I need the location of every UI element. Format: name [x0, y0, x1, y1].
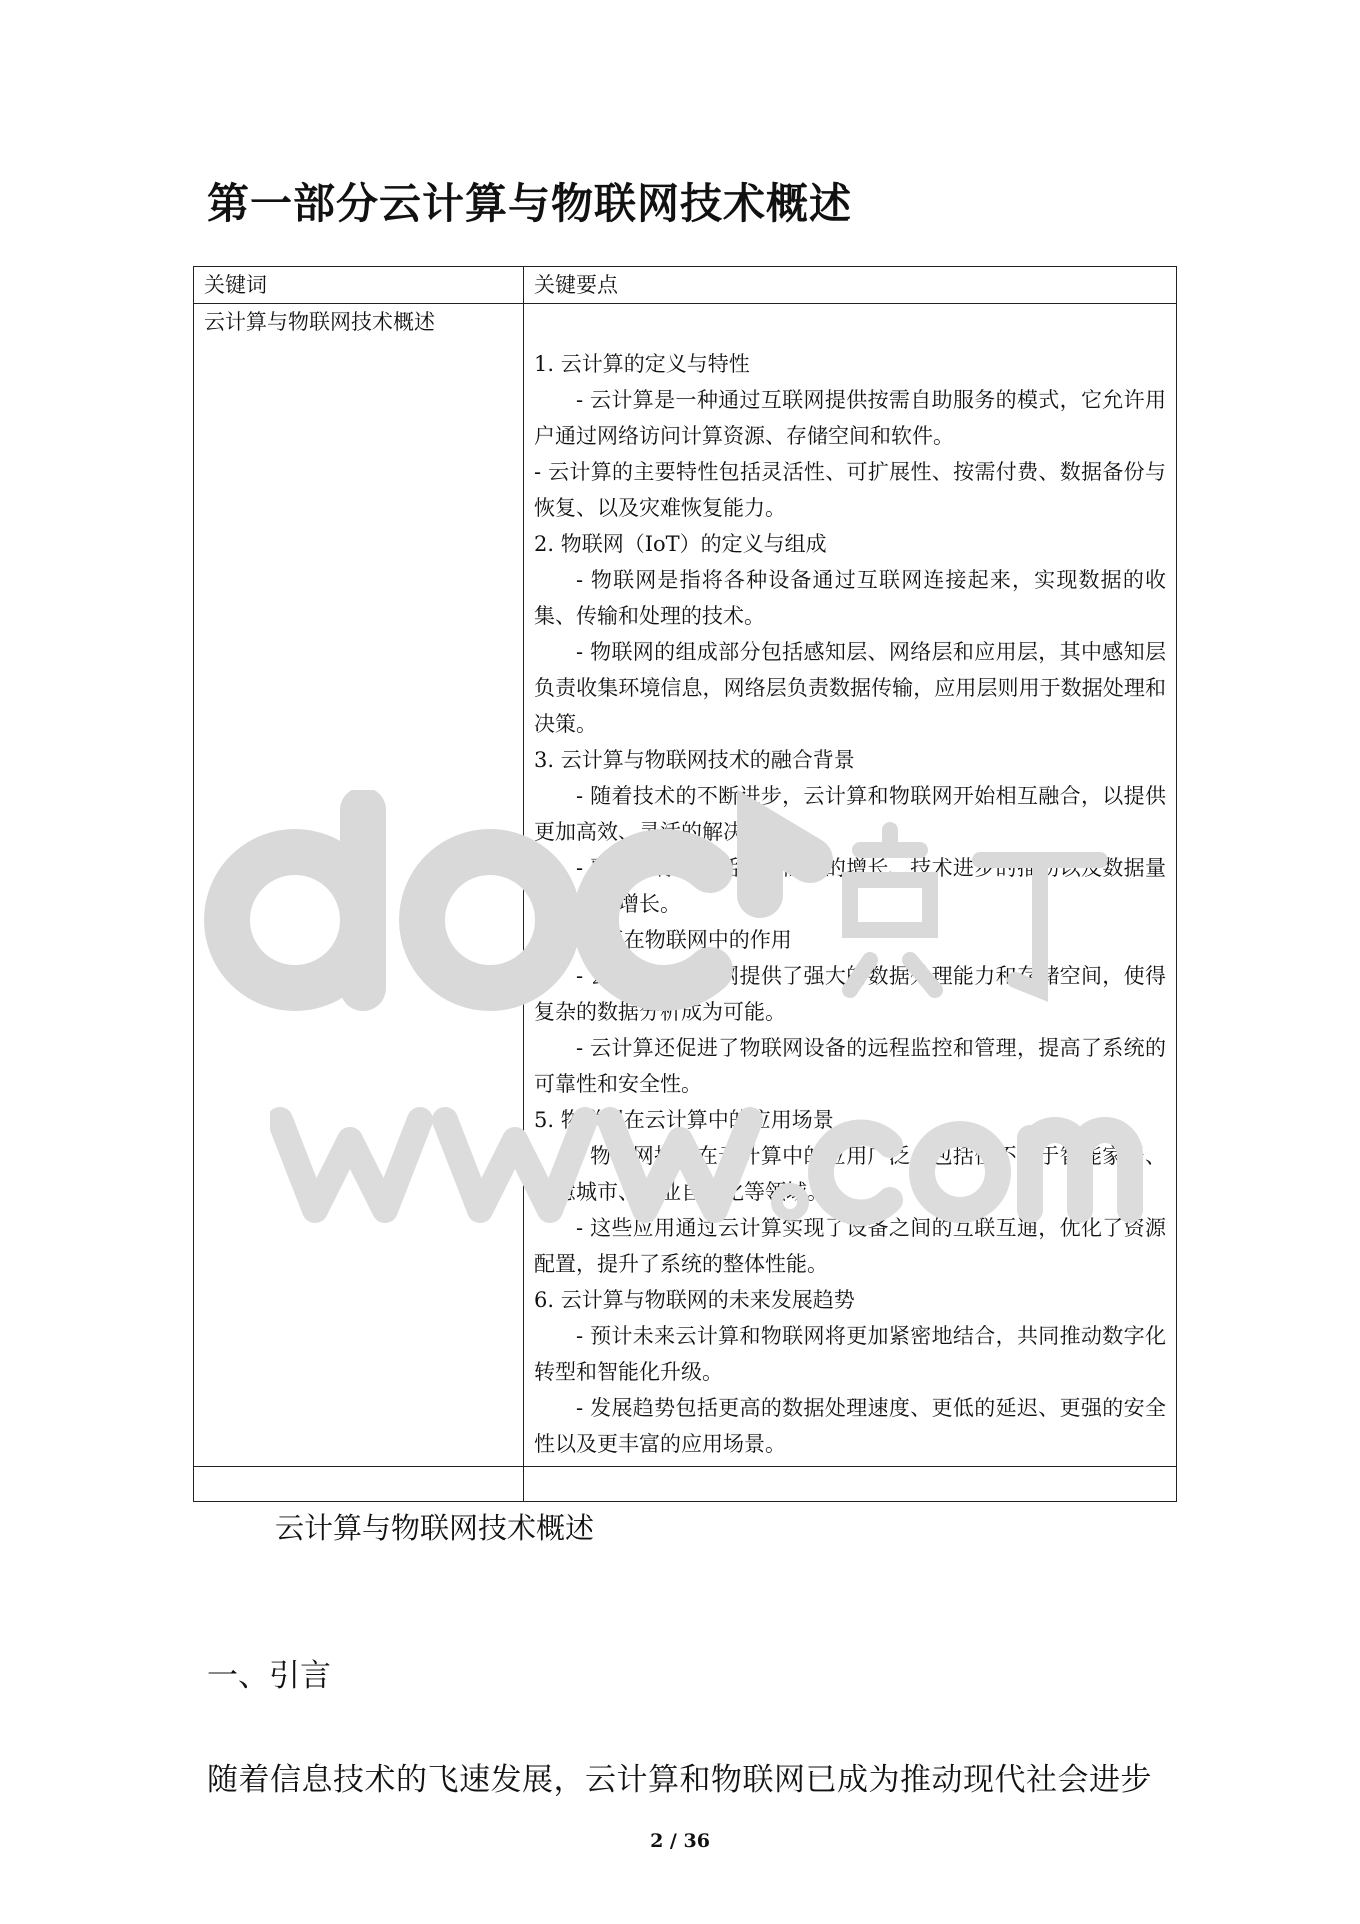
keyword-cell: 云计算与物联网技术概述 [194, 304, 524, 1467]
table-header-keyword: 关键词 [194, 267, 524, 304]
section-2-item-2: - 物联网的组成部分包括感知层、网络层和应用层，其中感知层负责收集环境信息，网络层负责数据传输，应用层则用于数据处理和决策。 [534, 640, 1166, 736]
table-row [194, 304, 1177, 1467]
empty-cell [194, 1467, 524, 1502]
section-heading-2: 2. 物联网（IoT）的定义与组成 [534, 532, 827, 556]
table-empty-row [194, 1467, 1177, 1502]
section-5-item-1: - 物联网技术在云计算中的应用广泛，包括但不限于智能家居、智慧城市、工业自动化等领域。 [534, 1144, 1166, 1204]
section-6-item-1: - 预计未来云计算和物联网将更加紧密地结合，共同推动数字化转型和智能化升级。 [534, 1324, 1166, 1384]
section-5-item-2: - 这些应用通过云计算实现了设备之间的互联互通，优化了资源配置，提升了系统的整体性能。 [534, 1216, 1166, 1276]
intro-heading: 一、引言 [207, 1658, 331, 1694]
section-heading-6: 6. 云计算与物联网的未来发展趋势 [534, 1288, 855, 1312]
section-heading-3: 3. 云计算与物联网技术的融合背景 [534, 748, 855, 772]
section-4-item-1: - 云计算为物联网提供了强大的数据处理能力和存储空间，使得复杂的数据分析成为可能。 [534, 964, 1166, 1024]
section-3-item-2: - 融合的背景包括市场需求的增长、技术进步的推动以及数据量的爆炸性增长。 [534, 856, 1166, 916]
section-6-item-2: - 发展趋势包括更高的数据处理速度、更低的延迟、更强的安全性以及更丰富的应用场景。 [534, 1396, 1166, 1456]
page-title: 第一部分云计算与物联网技术概述 [207, 179, 853, 228]
section-heading-4: 4. 云计算在物联网中的作用 [534, 928, 792, 952]
table-header-row [194, 267, 1177, 304]
section-title: 云计算与物联网技术概述 [275, 1511, 595, 1545]
section-1-item-1: - 云计算是一种通过互联网提供按需自助服务的模式，它允许用户通过网络访问计算资源、存储空间和软件。 [534, 388, 1166, 448]
table-header-key-points: 关键要点 [524, 267, 1177, 304]
key-points-table [193, 266, 1177, 1502]
section-heading-1: 1. 云计算的定义与特性 [534, 352, 750, 376]
key-points-cell [524, 304, 1177, 1467]
intro-paragraph: 随着信息技术的飞速发展，云计算和物联网已成为推动现代社会进步 [207, 1762, 1152, 1798]
section-2-item-1: - 物联网是指将各种设备通过互联网连接起来，实现数据的收集、传输和处理的技术。 [534, 568, 1166, 628]
section-3-item-1: - 随着技术的不断进步，云计算和物联网开始相互融合，以提供更加高效、灵活的解决方案。 [534, 784, 1166, 844]
page-number: 2 / 36 [650, 1830, 710, 1852]
section-heading-5: 5. 物联网在云计算中的应用场景 [534, 1108, 834, 1132]
section-4-item-2: - 云计算还促进了物联网设备的远程监控和管理，提高了系统的可靠性和安全性。 [534, 1036, 1166, 1096]
section-1-item-2: - 云计算的主要特性包括灵活性、可扩展性、按需付费、数据备份与恢复、以及灾难恢复能力。 [534, 460, 1166, 520]
empty-cell [524, 1467, 1177, 1502]
